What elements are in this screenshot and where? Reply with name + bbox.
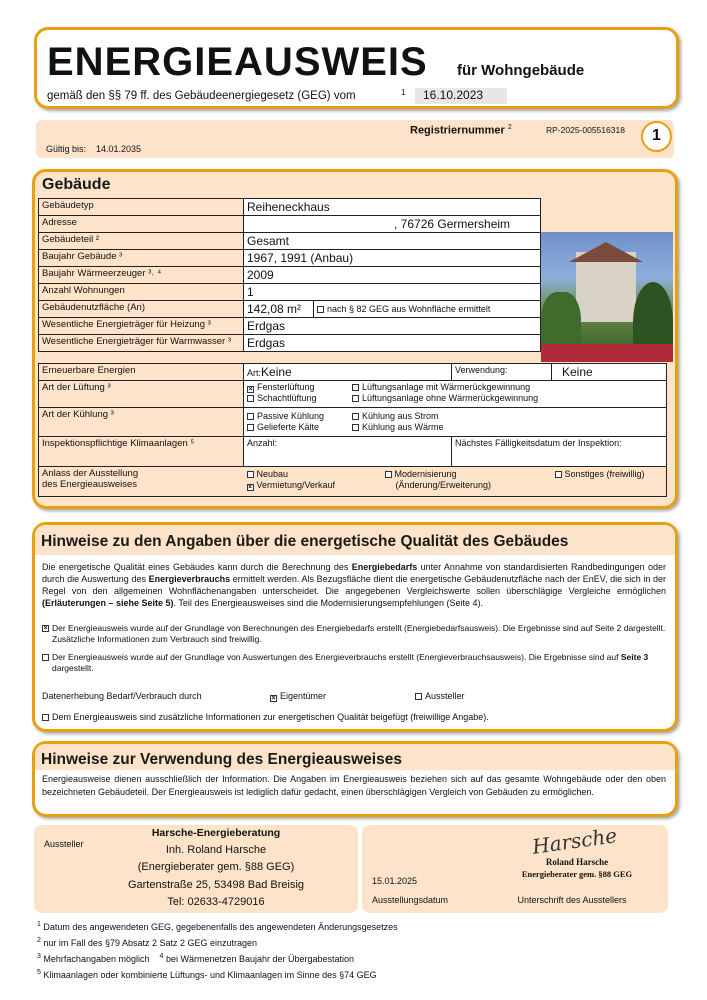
- checkbox[interactable]: [555, 471, 562, 478]
- option-label: Vermietung/Verkauf: [256, 480, 336, 490]
- area-option: [314, 301, 541, 318]
- table-row: [39, 301, 541, 318]
- reg-label: Registriernummer: [410, 124, 505, 137]
- cooling-options: [244, 408, 667, 437]
- address: , 76726 Germersheim: [244, 216, 541, 233]
- doc-title: ENERGIEAUSWEIS: [47, 40, 428, 84]
- footnote-number: 1: [37, 921, 41, 928]
- table-row: [39, 408, 667, 437]
- checkbox[interactable]: [352, 395, 359, 402]
- table-row: [39, 335, 541, 352]
- footnote-number: 2: [37, 937, 41, 944]
- row-label: [39, 467, 244, 497]
- footnote-text: bei Wärmenetzen Baujahr der Übergabestation: [165, 954, 355, 964]
- basis-demand-option: [42, 623, 666, 645]
- option-label: dargestellt.: [52, 663, 94, 673]
- option-label: Schachtlüftung: [257, 393, 317, 403]
- row-label: Wesentliche Energieträger für Heizung ³: [39, 318, 244, 335]
- row-label: Gebäudeteil ²: [39, 233, 244, 250]
- data-owner-option: [270, 691, 326, 702]
- building-table-lower: [38, 363, 667, 497]
- reg-number: RP-2025-005516318: [546, 125, 625, 135]
- usage-notes-text: Energieausweise dienen ausschließlich der Information. Die Angaben im Energieausweis beziehen sich auf das gesamte Wohngebäude oder den oben bezeichneten Gebäudeteil. Der Energieausweis ist lediglich dafür gedacht, einen überschlägigen Vergleich von Gebäuden zu ermöglichen.: [42, 774, 666, 797]
- checkbox[interactable]: [317, 306, 324, 313]
- heating-carrier: Erdgas: [244, 318, 541, 335]
- option-label: Der Energieausweis wurde auf der Grundlage von Auswertungen des Energieverbrauchs erstellt (Energieverbrauchsausweis). Die Ergebnisse sind auf: [52, 652, 621, 662]
- option-label: Fensterlüftung: [257, 382, 315, 392]
- issuer-name: Harsche-Energieberatung: [151, 827, 281, 839]
- checkbox[interactable]: [42, 714, 49, 721]
- footnote-text: Mehrfachangaben möglich: [43, 954, 150, 964]
- option-label: Lüftungsanlage mit Wärmerückgewinnung: [362, 382, 531, 392]
- footnote: [37, 934, 677, 950]
- area-option-label: nach § 82 GEG aus Wohnfläche ermittelt: [327, 304, 491, 314]
- text: unter Annahme von standardisierten Randbedingungen oder durch die Auswertung des: [42, 562, 666, 584]
- renewable-type: [244, 364, 452, 381]
- option-label: Passive Kühlung: [257, 411, 325, 421]
- row-label: Anzahl Wohnungen: [39, 284, 244, 301]
- table-row: [39, 437, 667, 467]
- occasion-label: Anlass der Ausstellung: [42, 468, 139, 479]
- row-label: Gebäudenutzfläche (An): [39, 301, 244, 318]
- checkbox[interactable]: [247, 413, 254, 420]
- option-label: Kühlung aus Strom: [362, 411, 439, 421]
- table-row: [39, 216, 541, 233]
- registration-bar: [36, 120, 674, 158]
- usage-notes-title: Hinweise zur Verwendung des Energieausweises: [41, 751, 402, 768]
- building-table: [38, 198, 541, 352]
- footnote-number: 3: [37, 953, 41, 960]
- quality-notes-paragraph: [42, 561, 666, 609]
- option-label: Sonstiges (freiwillig): [564, 469, 645, 479]
- issue-date-label: Ausstellungsdatum: [372, 895, 449, 905]
- checkbox[interactable]: [415, 693, 422, 700]
- checkbox[interactable]: [352, 413, 359, 420]
- signature-name: Roland Harsche: [545, 857, 609, 867]
- checkbox[interactable]: [247, 395, 254, 402]
- valid-label: Gültig bis:: [46, 144, 87, 154]
- usage-label: Verwendung:: [452, 364, 552, 381]
- issue-date-box: [362, 825, 668, 913]
- footnote-text: nur im Fall des §79 Absatz 2 Satz 2 GEG einzutragen: [43, 938, 258, 948]
- option-label: Modernisierung: [394, 469, 457, 479]
- building-type: Reiheneckhaus: [244, 199, 541, 216]
- option-label: (Änderung/Erweiterung): [395, 480, 492, 490]
- usage-notes-section: [32, 741, 678, 817]
- data-collection-label: Datenerhebung Bedarf/Verbrauch durch: [42, 691, 202, 701]
- checkbox[interactable]: [42, 654, 49, 661]
- issue-date: 15.01.2025: [372, 876, 418, 886]
- building-photo: [541, 232, 673, 362]
- usage-value: Keine: [552, 364, 667, 381]
- checkbox-checked[interactable]: [247, 386, 254, 393]
- checkbox-checked[interactable]: [42, 625, 49, 632]
- doc-subtitle: für Wohngebäude: [457, 62, 585, 79]
- table-row: [39, 233, 541, 250]
- checkbox[interactable]: [247, 471, 254, 478]
- art-value: Keine: [261, 365, 292, 379]
- issuer-owner: Inh. Roland Harsche: [165, 844, 267, 856]
- option-label: Der Energieausweis wurde auf der Grundlage von Berechnungen des Energiebedarfs erstellt (Energiebedarfsausweis). Die Ergebnisse sind auf Seite 2 dargestellt. Zusätzliche Informationen zum Verbrauch sind freiwillig.: [52, 623, 666, 644]
- checkbox-checked[interactable]: [247, 484, 254, 491]
- row-label: Wesentliche Energieträger für Warmwasser ³: [39, 335, 244, 352]
- option-label: Aussteller: [425, 691, 465, 701]
- issuer-phone: Tel: 02633-4729016: [167, 896, 265, 908]
- apartments-count: 1: [244, 284, 541, 301]
- table-row: [39, 199, 541, 216]
- building-part: Gesamt: [244, 233, 541, 250]
- issuer-box: [34, 825, 358, 913]
- occasion-options: [244, 467, 667, 497]
- footnote: [37, 918, 677, 934]
- usable-area: 142,08 m²: [244, 301, 314, 318]
- hotwater-carrier: Erdgas: [244, 335, 541, 352]
- table-row: [39, 381, 667, 408]
- option-label: Dem Energieausweis sind zusätzliche Informationen zur energetischen Qualität beigefügt (freiwillige Angabe).: [52, 712, 489, 722]
- signature: Harsche: [530, 823, 619, 859]
- footnote: [37, 966, 677, 982]
- page-number: 1: [652, 127, 661, 144]
- option-label: Kühlung aus Wärme: [362, 422, 444, 432]
- law-line: gemäß den §§ 79 ff. des Gebäudeenergiegesetz (GEG) vom: [47, 90, 356, 102]
- text: ermittelt werden. Als Bezugsfläche dient die energetische Gebäudenutzfläche nach der EnEV, die sich in der Regel von den allgemeinen Wohnflächenangaben unterscheidet. Die angegebenen Vergleichswerte sollen überschlägige Vergleiche ermöglichen: [42, 574, 666, 596]
- row-label: Baujahr Gebäude ³: [39, 250, 244, 267]
- law-date: 16.10.2023: [415, 88, 507, 104]
- option-label: Eigentümer: [280, 691, 327, 701]
- signature-label: Unterschrift des Ausstellers: [517, 895, 627, 905]
- row-label: Baujahr Wärmeerzeuger ³˒ ⁴: [39, 267, 244, 284]
- row-label: Inspektionspflichtige Klimaanlagen ⁵: [39, 437, 244, 467]
- option-label-bold: Seite 3: [620, 652, 649, 662]
- footnotes: [37, 918, 677, 982]
- signature-role: Energieberater gem. §88 GEG: [521, 869, 633, 879]
- row-label: Adresse: [39, 216, 244, 233]
- construction-year: 1967, 1991 (Anbau): [244, 250, 541, 267]
- text-bold: (Erläuterungen – siehe Seite 5): [42, 598, 174, 608]
- text-bold: Energieverbrauchs: [148, 574, 231, 584]
- option-label: Gelieferte Kälte: [257, 422, 320, 432]
- footnote-number: 4: [159, 953, 164, 960]
- row-label: Art der Lüftung ³: [39, 381, 244, 408]
- checkbox[interactable]: [352, 424, 359, 431]
- checkbox[interactable]: [352, 384, 359, 391]
- page-number-circle: [641, 121, 672, 152]
- checkbox-checked[interactable]: [270, 695, 277, 702]
- table-row: [39, 267, 541, 284]
- art-label: Art:: [247, 368, 262, 378]
- table-row: [39, 364, 667, 381]
- row-label: Erneuerbare Energien: [39, 364, 244, 381]
- header-box: [34, 27, 679, 109]
- issuer-street: Gartenstraße 25, 53498 Bad Breisig: [127, 879, 305, 891]
- footnote: [37, 950, 677, 966]
- text-bold: Energiebedarfs: [351, 562, 418, 572]
- quality-notes-section: [32, 522, 678, 732]
- data-issuer-option: [415, 691, 465, 701]
- ventilation-options: [244, 381, 667, 408]
- reg-fn: 2: [507, 124, 512, 131]
- text: Die energetische Qualität eines Gebäudes kann durch die Berechnung des: [42, 562, 352, 572]
- option-label: Neubau: [256, 469, 289, 479]
- table-row: [39, 318, 541, 335]
- issuer-role: (Energieberater gem. §88 GEG): [137, 861, 295, 873]
- building-title: Gebäude: [42, 176, 111, 193]
- footnote-number: 5: [37, 969, 41, 976]
- law-footnote: 1: [401, 88, 406, 97]
- footnote-text: Datum des angewendeten GEG, gegebenenfalls des angewendeten Änderungsgesetzes: [43, 922, 398, 932]
- row-label: Art der Kühlung ³: [39, 408, 244, 437]
- additional-info-option: [42, 712, 489, 722]
- checkbox[interactable]: [247, 424, 254, 431]
- row-label: Gebäudetyp: [39, 199, 244, 216]
- table-row: [39, 284, 541, 301]
- issuer-label: Aussteller: [44, 839, 84, 849]
- ac-inspection-label: Nächstes Fälligkeitsdatum der Inspektion:: [452, 437, 667, 467]
- table-row: [39, 467, 667, 497]
- quality-notes-title: Hinweise zu den Angaben über die energetische Qualität des Gebäudes: [41, 533, 569, 550]
- valid-date: 14.01.2035: [96, 144, 142, 154]
- occasion-label: des Energieausweises: [42, 479, 138, 490]
- text: . Teil des Energieausweises sind die Modernisierungsempfehlungen (Seite 4).: [173, 598, 484, 608]
- heater-year: 2009: [244, 267, 541, 284]
- ac-count-label: Anzahl:: [244, 437, 452, 467]
- table-row: [39, 250, 541, 267]
- footnote-text: Klimaanlagen oder kombinierte Lüftungs- und Klimaanlagen im Sinne des §74 GEG: [43, 970, 377, 980]
- basis-consumption-option: [42, 652, 666, 674]
- checkbox[interactable]: [385, 471, 392, 478]
- option-label: Lüftungsanlage ohne Wärmerückgewinnung: [362, 393, 539, 403]
